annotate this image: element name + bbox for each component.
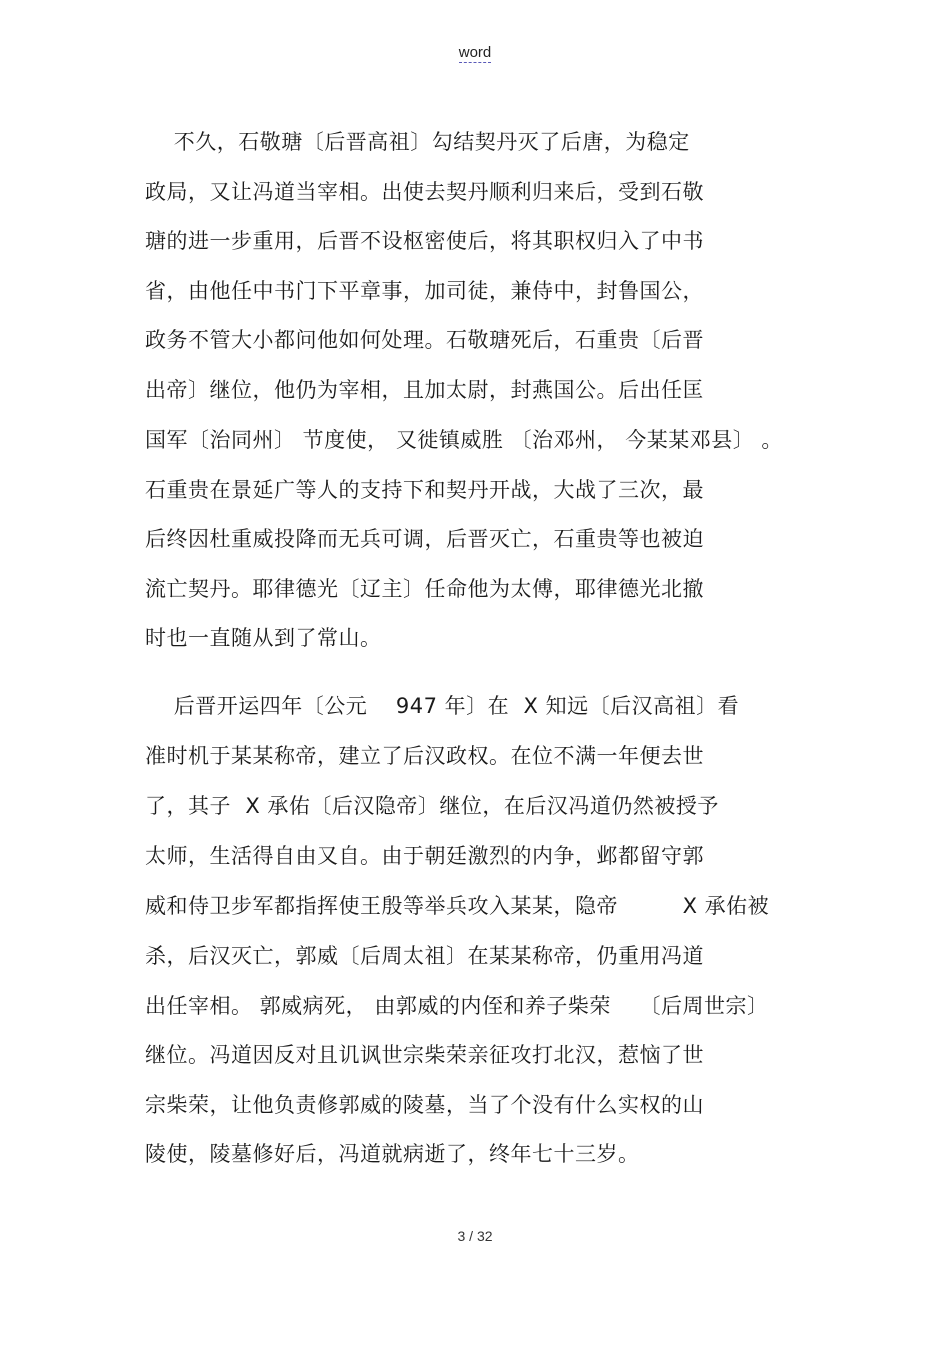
paragraph-line: 后终因杜重威投降而无兵可调，后晋灭亡，石重贵等也被迫 xyxy=(145,527,704,551)
paragraph-line: 瑭的进一步重用，后晋不设枢密使后，将其职权归入了中书 xyxy=(145,229,704,253)
paragraph-line: 国军〔治同州〕 节度使， 又徙镇威胜 〔治邓州， 今某某邓县〕 。 xyxy=(145,428,783,452)
paragraph-line: 出帝〕继位，他仍为宰相，且加太尉，封燕国公。后出任匡 xyxy=(145,378,704,402)
paragraph-line: 不久，石敬瑭〔后晋高祖〕勾结契丹灭了后唐，为稳定 xyxy=(145,130,690,154)
paragraph-line: 陵使，陵墓修好后，冯道就病逝了，终年七十三岁。 xyxy=(145,1142,640,1166)
paragraph-line: 时也一直随从到了常山。 xyxy=(145,626,382,650)
paragraph-line: 政务不管大小都问他如何处理。石敬瑭死后，石重贵〔后晋 xyxy=(145,328,704,352)
paragraph-line: 准时机于某某称帝，建立了后汉政权。在位不满一年便去世 xyxy=(145,744,704,768)
paragraph-line: 威和侍卫步军都指挥使王殷等举兵攻入某某，隐帝 X 承佑被 xyxy=(145,894,770,918)
paragraph-line: 政局，又让冯道当宰相。出使去契丹顺利归来后，受到石敬 xyxy=(145,180,704,204)
paragraph-line: 出任宰相。 郭威病死， 由郭威的内侄和养子柴荣 〔后周世宗〕 xyxy=(145,994,769,1018)
paragraph-line: 省，由他任中书门下平章事，加司徒，兼侍中，封鲁国公， xyxy=(145,279,704,303)
page-number: 3 / 32 xyxy=(457,1228,493,1244)
paragraph-line: 太师，生活得自由又自。由于朝廷激烈的内争，邺都留守郭 xyxy=(145,844,704,868)
paragraph-line: 继位。冯道因反对且讥讽世宗柴荣亲征攻打北汉，惹恼了世 xyxy=(145,1043,704,1067)
paragraph-line: 了，其子 X 承佑〔后汉隐帝〕继位，在后汉冯道仍然被授予 xyxy=(145,794,719,818)
page-header xyxy=(0,44,950,61)
header-title: word xyxy=(458,44,492,61)
paragraph-line: 宗柴荣，让他负责修郭威的陵墓，当了个没有什么实权的山 xyxy=(145,1093,704,1117)
paragraph-line: 流亡契丹。耶律德光〔辽主〕任命他为太傅，耶律德光北撤 xyxy=(145,577,704,601)
paragraph-line: 后晋开运四年〔公元 947 年〕在 X 知远〔后汉高祖〕看 xyxy=(145,694,740,718)
paragraph-line: 杀，后汉灭亡，郭威〔后周太祖〕在某某称帝，仍重用冯道 xyxy=(145,944,704,968)
paragraph-line: 石重贵在景延广等人的支持下和契丹开战，大战了三次，最 xyxy=(145,478,704,502)
